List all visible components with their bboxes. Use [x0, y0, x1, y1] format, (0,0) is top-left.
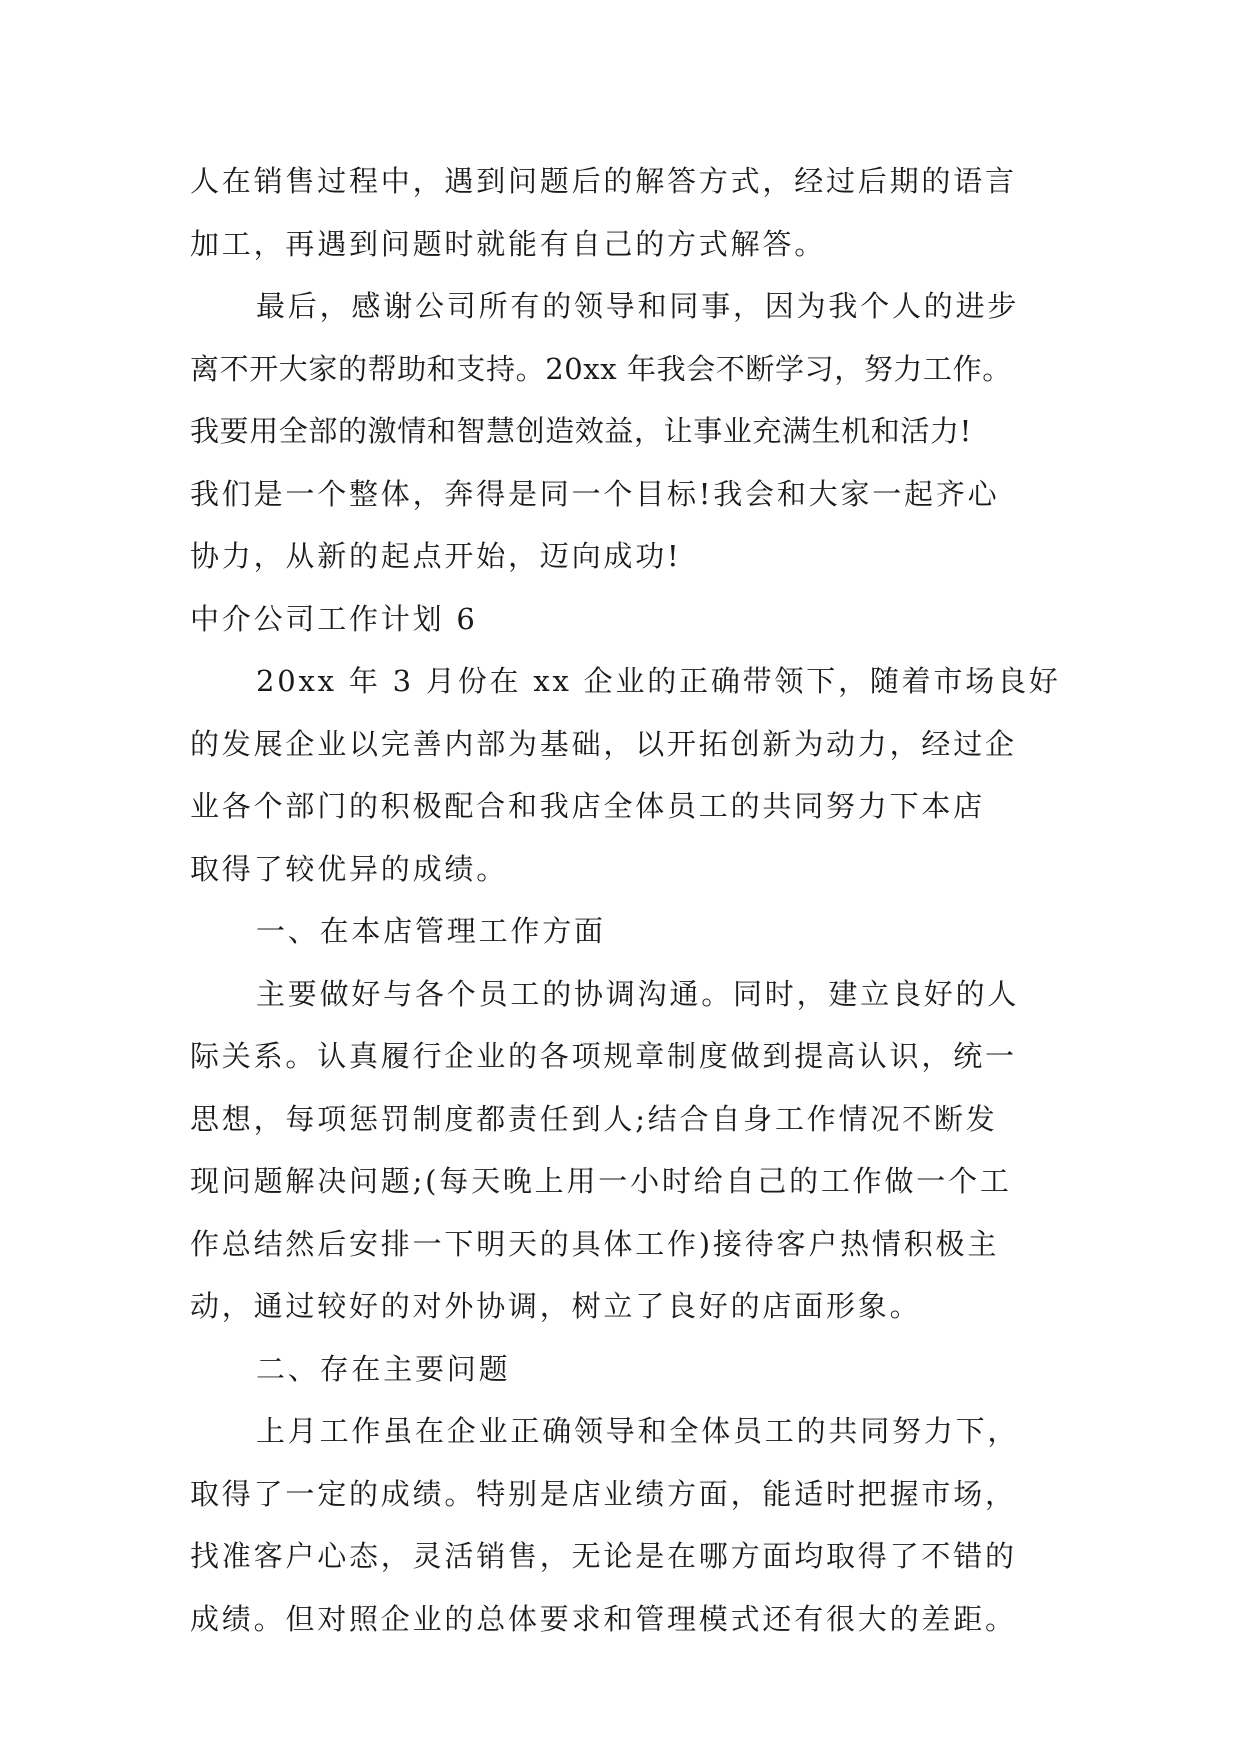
subsection-heading: 一、在本店管理工作方面	[256, 914, 606, 948]
paragraph-first-line: 主要做好与各个员工的协调沟通。同时，建立良好的人	[256, 976, 1020, 1011]
text-line: 成绩。但对照企业的总体要求和管理模式还有很大的差距。	[190, 1601, 1017, 1636]
subsection-heading: 二、存在主要问题	[256, 1351, 511, 1386]
text-line: 人在销售过程中，遇到问题后的解答方式，经过后期的语言	[190, 164, 1017, 198]
text-line: 际关系。认真履行企业的各项规章制度做到提高认识，统一	[190, 1039, 1017, 1073]
paragraph-first-line: 最后，感谢公司所有的领导和同事，因为我个人的进步	[256, 289, 1020, 323]
text-line: 我要用全部的激情和智慧创造效益，让事业充满生机和活力!	[190, 414, 972, 448]
text-line: 取得了较优异的成绩。	[190, 851, 509, 886]
paragraph-first-line: 上月工作虽在企业正确领导和全体员工的共同努力下，	[256, 1414, 1020, 1448]
section-heading: 中介公司工作计划 6	[190, 601, 478, 636]
text-line: 我们是一个整体，奔得是同一个目标!我会和大家一起齐心	[190, 476, 1000, 511]
text-line: 加工，再遇到问题时就能有自己的方式解答。	[190, 226, 827, 261]
text-line: 找准客户心态，灵活销售，无论是在哪方面均取得了不错的	[190, 1539, 1017, 1573]
text-line: 协力，从新的起点开始，迈向成功!	[190, 539, 682, 573]
text-line: 现问题解决问题;(每天晚上用一小时给自己的工作做一个工	[190, 1164, 1012, 1198]
paragraph-first-line: 20xx 年 3 月份在 xx 企业的正确带领下，随着市场良好	[256, 664, 1061, 698]
text-line: 作总结然后安排一下明天的具体工作)接待客户热情积极主	[190, 1226, 1000, 1261]
text-line: 业各个部门的积极配合和我店全体员工的共同努力下本店	[190, 789, 986, 823]
text-line: 离不开大家的帮助和支持。20xx 年我会不断学习，努力工作。	[190, 351, 1012, 386]
text-line: 动，通过较好的对外协调，树立了良好的店面形象。	[190, 1289, 922, 1323]
text-line: 的发展企业以完善内部为基础，以开拓创新为动力，经过企	[190, 726, 1017, 761]
text-line: 思想，每项惩罚制度都责任到人;结合自身工作情况不断发	[190, 1101, 998, 1136]
text-line: 取得了一定的成绩。特别是店业绩方面，能适时把握市场，	[190, 1476, 1017, 1511]
